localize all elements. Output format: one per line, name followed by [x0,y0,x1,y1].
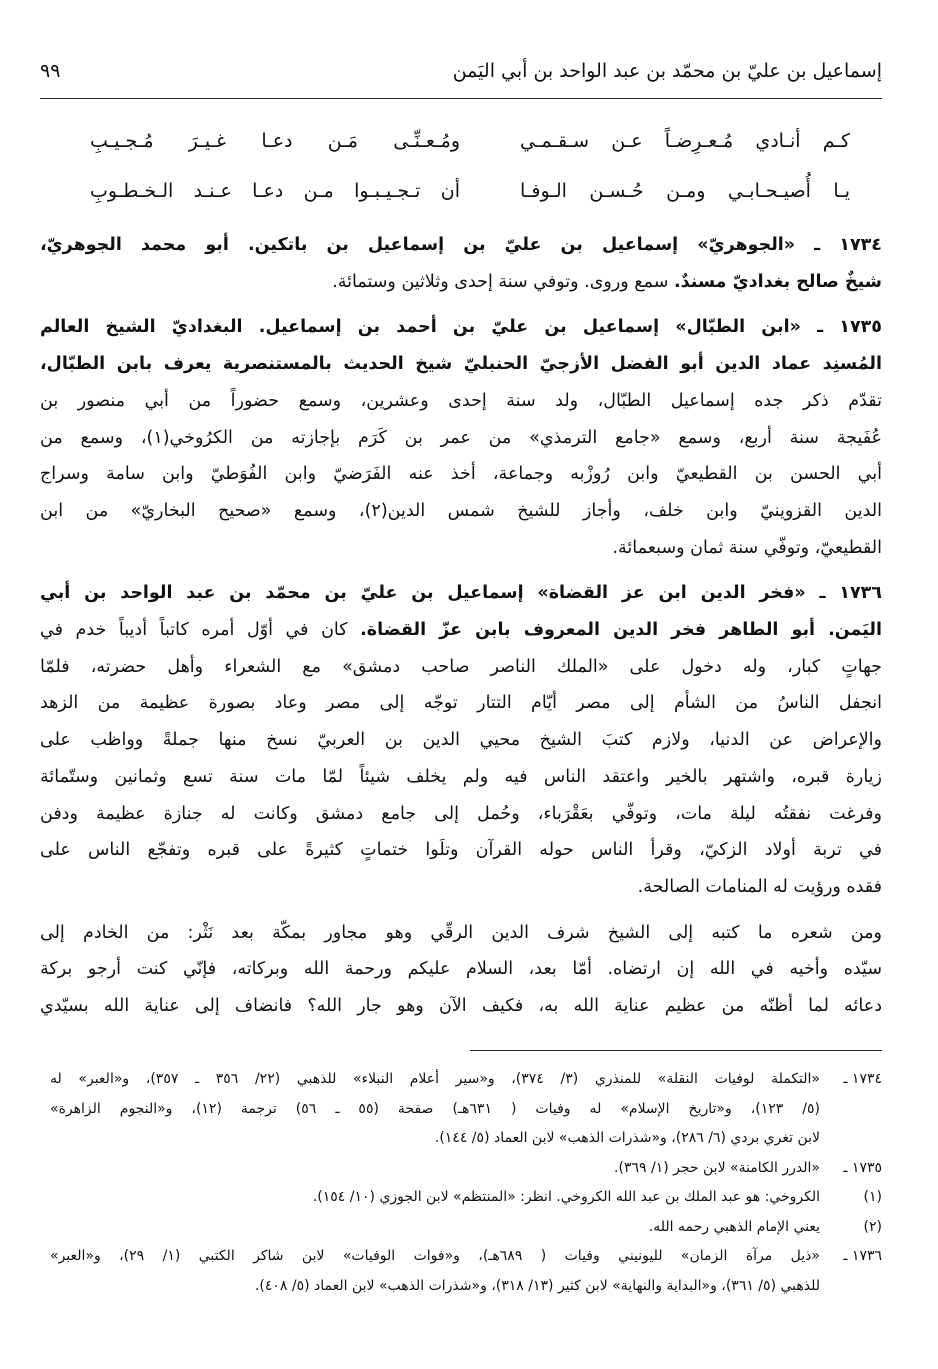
footnote-number: ١٧٣٦ ـ [843,1248,882,1264]
line-text: القطيعيّ، وتوفّي سنة ثمان وسبعمائة. [612,537,882,558]
text-line [40,954,882,984]
line-text: سيّده وأخيه في الله إن ارتضاه. أمّا بعد، السلام عليكم ورحمة الله وبركاته، فإنّي كنت أرجو بركة [40,959,882,980]
line-text: زيارة قبره، واشتهر بالخير واعتقد الناس فيه ولم يخلف شيئاً لمّا مات سنة تسع وثمانين وستّمائة [40,766,882,787]
entry-heading: ١٧٣٥ ـ «ابن الطبّال» إسماعيل بن عليّ بن أحمد بن إسماعيل. البغداديّ الشيخ العالم [40,317,882,338]
line-text: في تربة أولاد الزكيّ، وقرأ الناس حوله القرآن وتلَوا ختماتٍ كثيرةً على قبره وتفجّع الناس على [40,840,882,861]
text-line [40,578,882,608]
text-line [40,423,882,453]
entry-heading: شيخٌ صالح بغداديّ مسندٌ. [673,271,882,292]
header-rule [40,98,882,99]
footnote-text: لابن تغري بردي (٦/ ٢٨٦)، و«شذرات الذهب» لابن العماد (٥/ ١٤٤). [434,1130,820,1146]
text-line [40,267,882,297]
text-line [40,230,882,260]
line-text: والإعراض عن الدنيا، ولازم كتبَ الشيخ محيي الدين بن العربيّ نسخ منها جملةً وواظب على [40,730,882,751]
line-text: وفرغت نفقتُه ليلة مات، وتوفّي بعَقْرَباء، وحُمل إلى جامع دمشق وكانت له جنازة عظيمة ودفن [40,803,882,824]
line-text: ومن شعره ما كتبه إلى الشيخ شرف الدين الرقّي وهو مجاور بمكّة بعد نَثْر: من الخادم إلى [40,922,882,943]
entry-heading: المُسنِد عماد الدين أبو الفضل الأزجيّ الحنبليّ شيخ الحديث بالمستنصرية يعرف بابن الطبّال، [40,354,882,375]
text-line [40,533,882,563]
verse-second-hemistich: أن تـجـيـبـوا مـن دعـا عـنـد الـخـطـوبِ [90,180,460,202]
poem-verse [90,130,850,166]
text-line [40,799,882,829]
footnote-text: الكروخي: هو عبد الملك بن عبد الله الكروخي. انظر: «المنتظم» لابن الجوزي (١٠/ ١٥٤). [312,1189,820,1205]
running-header [40,60,882,90]
line-text: كان في أوّل أمره كاتباً أديباً خدم في [40,620,361,640]
text-line [40,615,882,645]
text-line [40,386,882,416]
footnote-number: (٢) [863,1218,882,1235]
text-line [40,652,882,682]
entry-heading: ١٧٣٦ ـ «فخر الدين ابن عز القضاة» إسماعيل بن عليّ بن محمّد بن عبد الواحد بن أبي [40,583,882,604]
text-line [40,312,882,342]
footnote-text: «ذيل مرآة الزمان» لليونيني وفيات ( ٦٨٩هـ)، و«فوات الوفيات» لابن شاكر الكتبي (١/ ٢٩)، و«العبر» [50,1248,820,1264]
line-text: فقده ورؤيت له المنامات الصالحة. [637,876,882,897]
verse-first-hemistich: كـم أنـادي مُـعـرِضـاً عـن سـقـمـي [520,130,850,152]
line-text: عُفَيجة سنة أربع، وسمع «جامع الترمذي» من عمر بن كَرَم بإجازته من الكرُوخي(١)، وسمع من [40,427,882,448]
footnote-number: ١٧٣٤ ـ [843,1071,882,1087]
footnote-text: (٥/ ١٢٣)، و«تاريخ الإسلام» له وفيات ( ٦٣١هـ) صفحة (٥٥ ـ ٥٦) ترجمة (١٢)، و«النجوم الزاهرة» [50,1100,820,1117]
text-line [40,688,882,718]
verse-second-hemistich: ومُـعـنِّـى مَـن دعـا غـيـرَ مُـجـيـبِ [90,130,460,152]
text-line [40,872,882,902]
footnote-text: «التكملة لوفيات النقلة» للمنذري (٣/ ٣٧٤)، و«سير أعلام النبلاء» للذهبي (٢٢/ ٣٥٦ ـ ٣٥٧)، و«العبر» له [50,1071,820,1087]
line-text: تقدّم ذكر جده إسماعيل الطبّال، ولد سنة إحدى وعشرين، وسمع حضوراً من أبي منصور بن [40,390,882,411]
page-number: ٩٩ [40,60,61,82]
text-line [40,349,882,379]
text-line [40,496,882,526]
line-text: انجفل الناسُ من الشأم إلى مصر أيّام التتار توجّه إلى مصر وعاد بصورة عظيمة من الزهد [40,693,882,714]
footnote-rule [470,1050,882,1051]
line-text: سمع وروى. وتوفي سنة إحدى وثلاثين وستمائة. [332,271,674,292]
footnote-text: «الدرر الكامنة» لابن حجر (١/ ٣٦٩). [614,1159,820,1176]
text-line [40,725,882,755]
line-text: الدين القزوينيّ وابن خلف، وأجاز للشيخ شمس الدين(٢)، وسمع «صحيح البخاريّ» من ابن [40,500,882,521]
poem-verse [90,180,850,216]
entry-heading: ١٧٣٤ ـ «الجوهريّ» إسماعيل بن عليّ بن إسماعيل بن باتكين. أبو محمد الجوهريّ، [40,235,882,255]
footnote-number: (١) [863,1189,882,1205]
footnote-number: ١٧٣٥ ـ [843,1159,882,1176]
text-line [40,918,882,948]
line-text: دعائه لما أظنّه من عظيم عناية الله به، فكيف الآن وهو جار الله؟ فانضاف إلى عناية الله بسيّدي [40,996,882,1016]
line-text: أبي الحسن بن القطيعيّ وابن رُوزْبه وجماعة، أخذ عنه الفَرَضيّ وابن الفُوَطيّ وابن سامة وسراج [40,464,882,485]
footnote-text: للذهبي (٥/ ٣٦١)، و«البداية والنهاية» لابن كثير (١٣/ ٣١٨)، و«شذرات الذهب» لابن العماد (٥/ ٤٠٨). [254,1277,820,1294]
entry-heading: اليَمن. أبو الطاهر فخر الدين المعروف بابن عزّ القضاة. [360,620,882,640]
footnote-text: يعني الإمام الذهبي رحمه الله. [648,1218,820,1235]
text-line [40,762,882,792]
text-line [40,991,882,1021]
verse-first-hemistich: يـا أُصيـحـابـي ومـن حُـسـن الـوفـا [520,180,850,202]
text-line [40,835,882,865]
header-title: إسماعيل بن عليّ بن محمّد بن عبد الواحد بن أبي اليَمن [452,60,882,82]
text-line [40,459,882,489]
line-text: جهاتٍ كبار، وله دخول على «الملك الناصر صاحب دمشق» مع الشعراء وأهل حضرته، فلمّا [40,656,882,677]
